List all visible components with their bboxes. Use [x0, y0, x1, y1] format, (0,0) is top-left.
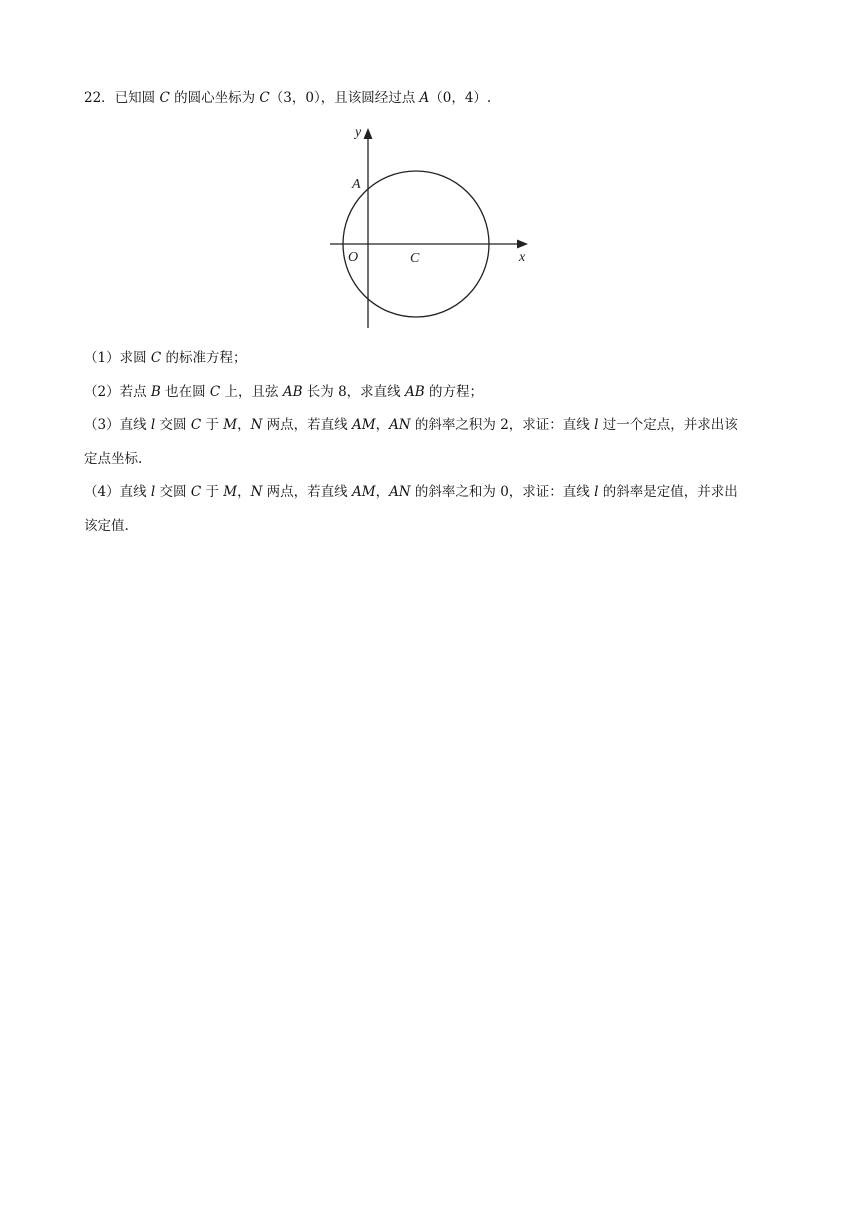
center-c-label: C [410, 251, 420, 266]
coordinate-diagram [320, 120, 540, 330]
part-3-line-2: 定点坐标. [84, 451, 143, 467]
part-4-line-1: （4）直线 l 交圆 C 于 M，N 两点，若直线 AM，AN 的斜率之和为 0，求证：直线 l 的斜率是定值，并求出 [84, 484, 738, 500]
part-1: （1）求圆 C 的标准方程； [84, 350, 247, 366]
part-2: （2）若点 B 也在圆 C 上，且弦 AB 长为 8，求直线 AB 的方程； [84, 384, 483, 400]
origin-label: O [348, 250, 359, 265]
point-a-label: A [352, 177, 361, 192]
x-axis-arrow [517, 240, 528, 249]
y-axis-label: y [355, 125, 362, 140]
y-axis-arrow [364, 128, 373, 139]
problem-number: 22． [84, 90, 115, 106]
x-axis-label: x [519, 250, 526, 265]
part-4-line-2: 该定值. [84, 518, 129, 534]
problem-stem: 22．已知圆 C 的圆心坐标为 C（3，0），且该圆经过点 A（0，4）. [84, 90, 492, 106]
part-3-line-1: （3）直线 l 交圆 C 于 M，N 两点，若直线 AM，AN 的斜率之积为 2，求证：直线 l 过一个定点，并求出该 [84, 417, 738, 433]
circle-figure [320, 120, 540, 330]
